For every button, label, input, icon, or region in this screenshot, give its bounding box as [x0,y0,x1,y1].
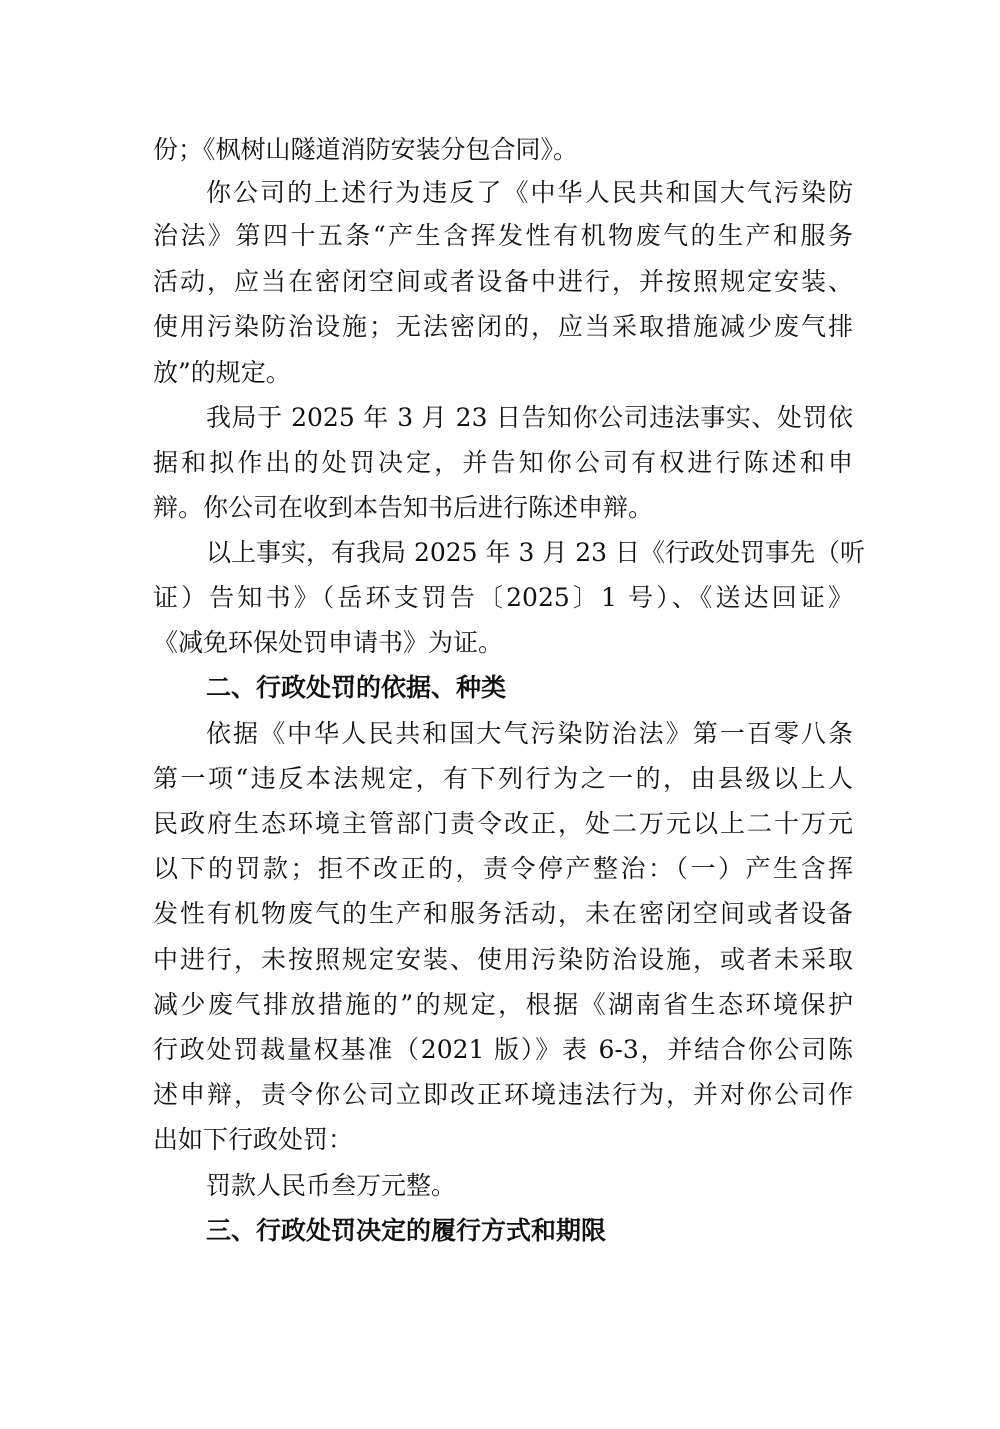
text-line: 第一项“违反本法规定，有下列行为之一的，由县级以上人 [153,764,853,793]
text-line: 减少废气排放措施的”的规定，根据《湖南省生态环境保护 [153,990,853,1019]
text-line: 发性有机物废气的生产和服务活动，未在密闭空间或者设备 [153,899,853,928]
text-line: 活动，应当在密闭空间或者设备中进行，并按照规定安装、 [153,267,853,296]
text-line: 中进行，未按照规定安装、使用污染防治设施，或者未采取 [153,945,853,974]
paragraph-line: 你公司的上述行为违反了《中华人民共和国大气污染防 [206,178,853,207]
text-line: 证）告知书》（岳环支罚告〔2025〕1 号）、《送达回证》 [153,583,853,612]
text-line: 使用污染防治设施；无法密闭的，应当采取措施减少废气排 [153,312,853,341]
paragraph-line: 我局于 2025 年 3 月 23 日告知你公司违法事实、处罚依 [206,403,853,432]
text-line: 出如下行政处罚： [153,1125,354,1154]
text-line: 治法》第四十五条“产生含挥发性有机物废气的生产和服务 [153,221,853,250]
text-line: 述申辩，责令你公司立即改正环境违法行为，并对你公司作 [153,1080,853,1109]
text-line: 份；《枫树山隧道消防安装分包合同》。 [153,135,579,164]
text-line: 据和拟作出的处罚决定，并告知你公司有权进行陈述和申 [153,448,853,477]
paragraph-line: 依据《中华人民共和国大气污染防治法》第一百零八条 [206,719,853,748]
section-heading: 二、行政处罚的依据、种类 [206,673,507,702]
text-line: 民政府生态环境主管部门责令改正，处二万元以上二十万元 [153,809,853,838]
text-line: 行政处罚裁量权基准（2021 版）》表 6-3，并结合你公司陈 [153,1035,853,1064]
section-heading: 三、行政处罚决定的履行方式和期限 [206,1216,607,1245]
text-line: 辩。你公司在收到本告知书后进行陈述申辩。 [153,493,654,522]
text-line: 《减免环保处罚申请书》为证。 [153,628,504,657]
text-line: 放”的规定。 [153,358,291,387]
text-line: 以下的罚款；拒不改正的，责令停产整治：（一）产生含挥 [153,854,853,883]
paragraph-line: 以上事实，有我局 2025 年 3 月 23 日《行政处罚事先（听 [206,538,866,567]
paragraph-line: 罚款人民币叁万元整。 [206,1171,457,1200]
